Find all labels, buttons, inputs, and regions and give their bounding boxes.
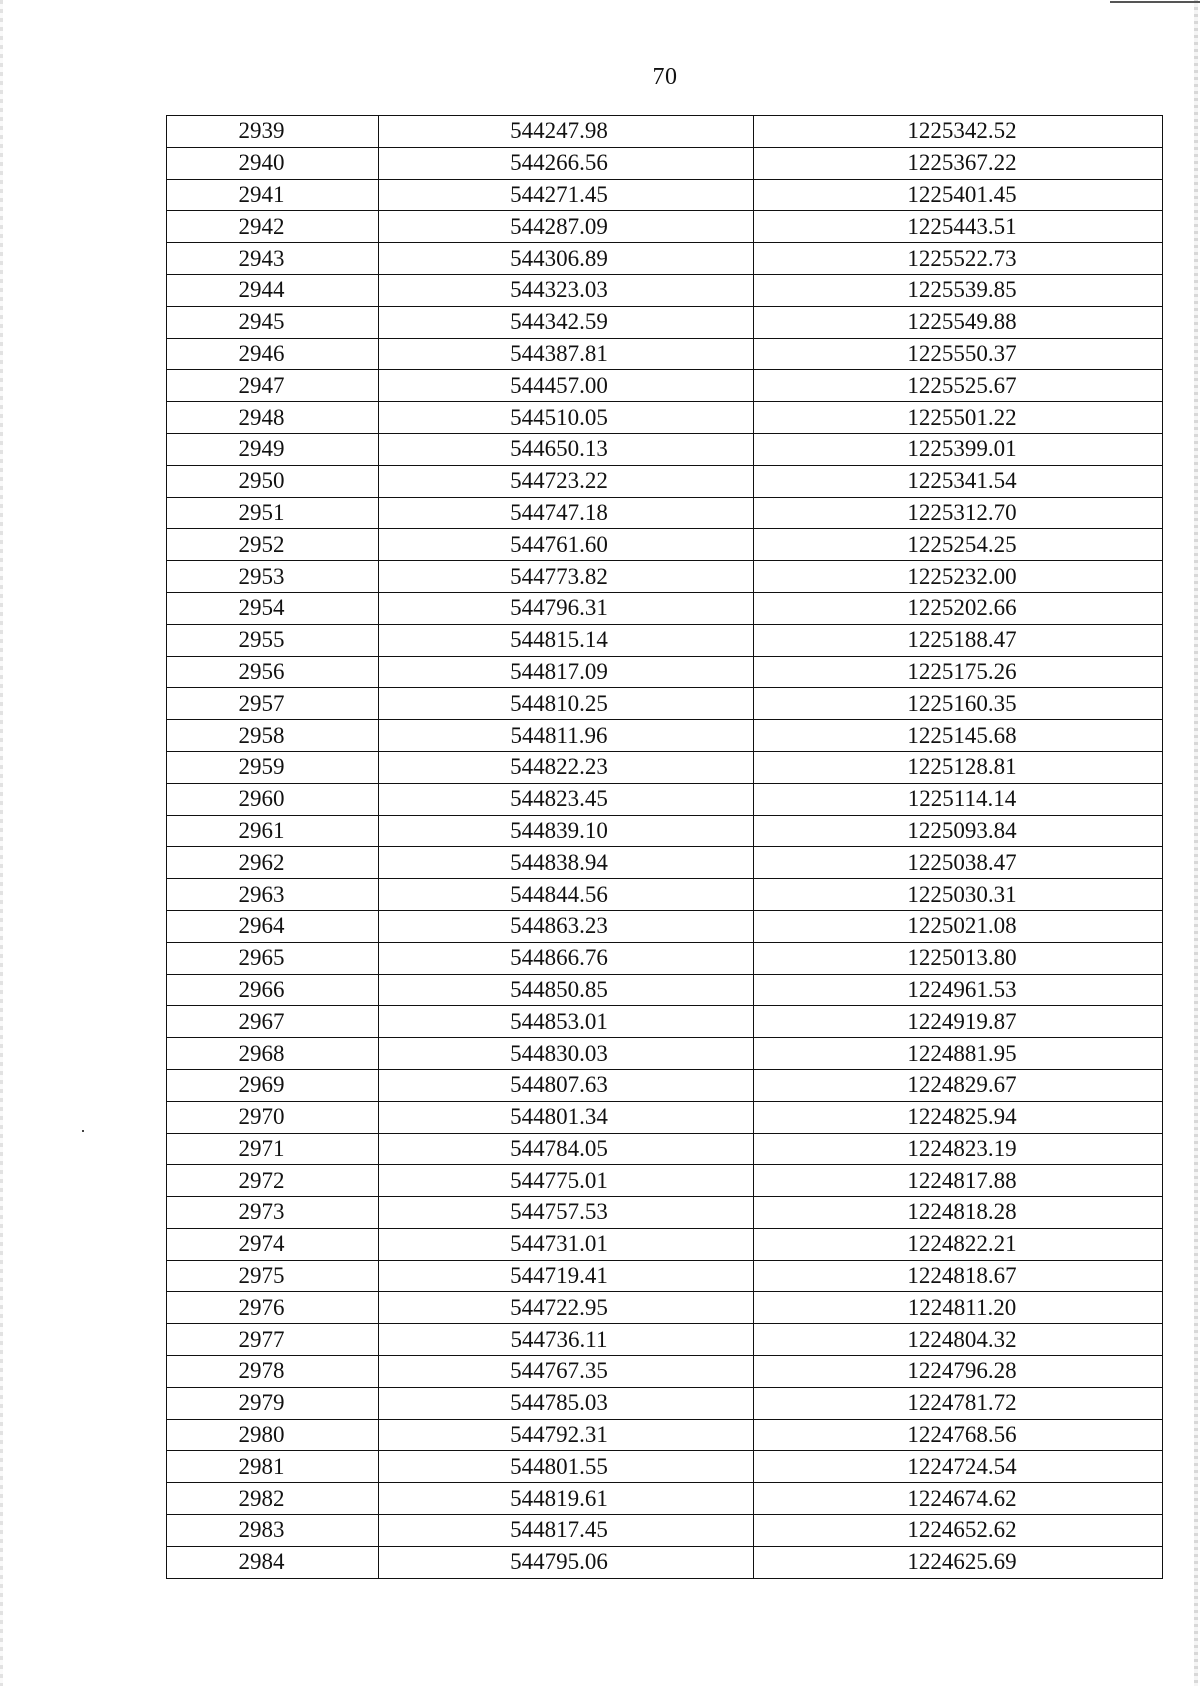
y-coordinate-cell: 1225160.35 xyxy=(754,688,1163,720)
table-row xyxy=(167,1515,1163,1547)
x-coordinate-cell: 544822.23 xyxy=(379,751,754,783)
y-coordinate-cell: 1224825.94 xyxy=(754,1101,1163,1133)
x-coordinate-cell: 544815.14 xyxy=(379,624,754,656)
y-coordinate-cell: 1224823.19 xyxy=(754,1133,1163,1165)
table-row xyxy=(167,561,1163,593)
y-coordinate-cell: 1225202.66 xyxy=(754,592,1163,624)
point-number-cell: 2965 xyxy=(167,942,379,974)
table-row xyxy=(167,1006,1163,1038)
table-row xyxy=(167,815,1163,847)
y-coordinate-cell: 1225401.45 xyxy=(754,179,1163,211)
scan-edge-left xyxy=(0,0,3,1686)
table-row xyxy=(167,529,1163,561)
y-coordinate-cell: 1225312.70 xyxy=(754,497,1163,529)
point-number-cell: 2955 xyxy=(167,624,379,656)
x-coordinate-cell: 544387.81 xyxy=(379,338,754,370)
x-coordinate-cell: 544817.45 xyxy=(379,1515,754,1547)
point-number-cell: 2952 xyxy=(167,529,379,561)
x-coordinate-cell: 544342.59 xyxy=(379,306,754,338)
x-coordinate-cell: 544736.11 xyxy=(379,1324,754,1356)
table-row xyxy=(167,1292,1163,1324)
table-row xyxy=(167,1228,1163,1260)
table-row xyxy=(167,688,1163,720)
point-number-cell: 2967 xyxy=(167,1006,379,1038)
x-coordinate-cell: 544650.13 xyxy=(379,433,754,465)
y-coordinate-cell: 1225522.73 xyxy=(754,243,1163,275)
point-number-cell: 2960 xyxy=(167,783,379,815)
point-number-cell: 2966 xyxy=(167,974,379,1006)
scan-edge-right xyxy=(1194,0,1198,1686)
table-row xyxy=(167,592,1163,624)
table-row xyxy=(167,1483,1163,1515)
point-number-cell: 2959 xyxy=(167,751,379,783)
x-coordinate-cell: 544839.10 xyxy=(379,815,754,847)
table-row xyxy=(167,624,1163,656)
x-coordinate-cell: 544510.05 xyxy=(379,402,754,434)
x-coordinate-cell: 544719.41 xyxy=(379,1260,754,1292)
point-number-cell: 2943 xyxy=(167,243,379,275)
x-coordinate-cell: 544792.31 xyxy=(379,1419,754,1451)
table-row xyxy=(167,465,1163,497)
table-row xyxy=(167,910,1163,942)
y-coordinate-cell: 1224652.62 xyxy=(754,1515,1163,1547)
y-coordinate-cell: 1224961.53 xyxy=(754,974,1163,1006)
x-coordinate-cell: 544247.98 xyxy=(379,116,754,148)
x-coordinate-cell: 544863.23 xyxy=(379,910,754,942)
point-number-cell: 2972 xyxy=(167,1165,379,1197)
x-coordinate-cell: 544801.34 xyxy=(379,1101,754,1133)
table-row xyxy=(167,1101,1163,1133)
point-number-cell: 2970 xyxy=(167,1101,379,1133)
point-number-cell: 2948 xyxy=(167,402,379,434)
point-number-cell: 2980 xyxy=(167,1419,379,1451)
point-number-cell: 2945 xyxy=(167,306,379,338)
x-coordinate-cell: 544785.03 xyxy=(379,1387,754,1419)
table-row xyxy=(167,338,1163,370)
x-coordinate-cell: 544807.63 xyxy=(379,1069,754,1101)
x-coordinate-cell: 544810.25 xyxy=(379,688,754,720)
table-row xyxy=(167,656,1163,688)
point-number-cell: 2961 xyxy=(167,815,379,847)
point-number-cell: 2981 xyxy=(167,1451,379,1483)
y-coordinate-cell: 1225038.47 xyxy=(754,847,1163,879)
x-coordinate-cell: 544844.56 xyxy=(379,879,754,911)
x-coordinate-cell: 544817.09 xyxy=(379,656,754,688)
y-coordinate-cell: 1225021.08 xyxy=(754,910,1163,942)
table-row xyxy=(167,1419,1163,1451)
table-row xyxy=(167,942,1163,974)
y-coordinate-cell: 1224818.28 xyxy=(754,1197,1163,1229)
y-coordinate-cell: 1224822.21 xyxy=(754,1228,1163,1260)
table-row xyxy=(167,433,1163,465)
table-row xyxy=(167,116,1163,148)
point-number-cell: 2951 xyxy=(167,497,379,529)
point-number-cell: 2953 xyxy=(167,561,379,593)
point-number-cell: 2982 xyxy=(167,1483,379,1515)
point-number-cell: 2939 xyxy=(167,116,379,148)
table-row xyxy=(167,720,1163,752)
scan-speck xyxy=(82,1130,84,1132)
x-coordinate-cell: 544747.18 xyxy=(379,497,754,529)
x-coordinate-cell: 544853.01 xyxy=(379,1006,754,1038)
point-number-cell: 2946 xyxy=(167,338,379,370)
point-number-cell: 2983 xyxy=(167,1515,379,1547)
table-row xyxy=(167,1165,1163,1197)
x-coordinate-cell: 544723.22 xyxy=(379,465,754,497)
x-coordinate-cell: 544811.96 xyxy=(379,720,754,752)
y-coordinate-cell: 1225188.47 xyxy=(754,624,1163,656)
point-number-cell: 2956 xyxy=(167,656,379,688)
point-number-cell: 2941 xyxy=(167,179,379,211)
y-coordinate-cell: 1224768.56 xyxy=(754,1419,1163,1451)
table-row xyxy=(167,1387,1163,1419)
point-number-cell: 2973 xyxy=(167,1197,379,1229)
x-coordinate-cell: 544830.03 xyxy=(379,1038,754,1070)
point-number-cell: 2978 xyxy=(167,1356,379,1388)
table-row xyxy=(167,179,1163,211)
point-number-cell: 2963 xyxy=(167,879,379,911)
point-number-cell: 2968 xyxy=(167,1038,379,1070)
x-coordinate-cell: 544761.60 xyxy=(379,529,754,561)
point-number-cell: 2975 xyxy=(167,1260,379,1292)
x-coordinate-cell: 544796.31 xyxy=(379,592,754,624)
y-coordinate-cell: 1224811.20 xyxy=(754,1292,1163,1324)
table-row xyxy=(167,879,1163,911)
coordinate-table xyxy=(166,115,1163,1579)
table-row xyxy=(167,1038,1163,1070)
y-coordinate-cell: 1225443.51 xyxy=(754,211,1163,243)
point-number-cell: 2947 xyxy=(167,370,379,402)
table-row xyxy=(167,1069,1163,1101)
point-number-cell: 2958 xyxy=(167,720,379,752)
point-number-cell: 2944 xyxy=(167,274,379,306)
y-coordinate-cell: 1225093.84 xyxy=(754,815,1163,847)
table-row xyxy=(167,783,1163,815)
point-number-cell: 2979 xyxy=(167,1387,379,1419)
coordinate-table-body xyxy=(167,116,1163,1579)
y-coordinate-cell: 1224817.88 xyxy=(754,1165,1163,1197)
y-coordinate-cell: 1224625.69 xyxy=(754,1546,1163,1578)
point-number-cell: 2976 xyxy=(167,1292,379,1324)
x-coordinate-cell: 544757.53 xyxy=(379,1197,754,1229)
x-coordinate-cell: 544306.89 xyxy=(379,243,754,275)
table-row xyxy=(167,751,1163,783)
x-coordinate-cell: 544773.82 xyxy=(379,561,754,593)
table-row xyxy=(167,274,1163,306)
table-row xyxy=(167,370,1163,402)
y-coordinate-cell: 1225254.25 xyxy=(754,529,1163,561)
point-number-cell: 2969 xyxy=(167,1069,379,1101)
point-number-cell: 2942 xyxy=(167,211,379,243)
point-number-cell: 2950 xyxy=(167,465,379,497)
page-number: 70 xyxy=(652,64,678,90)
point-number-cell: 2964 xyxy=(167,910,379,942)
x-coordinate-cell: 544866.76 xyxy=(379,942,754,974)
y-coordinate-cell: 1224724.54 xyxy=(754,1451,1163,1483)
y-coordinate-cell: 1225399.01 xyxy=(754,433,1163,465)
y-coordinate-cell: 1224804.32 xyxy=(754,1324,1163,1356)
y-coordinate-cell: 1224881.95 xyxy=(754,1038,1163,1070)
x-coordinate-cell: 544722.95 xyxy=(379,1292,754,1324)
table-row xyxy=(167,1260,1163,1292)
point-number-cell: 2962 xyxy=(167,847,379,879)
y-coordinate-cell: 1225501.22 xyxy=(754,402,1163,434)
y-coordinate-cell: 1225128.81 xyxy=(754,751,1163,783)
y-coordinate-cell: 1224818.67 xyxy=(754,1260,1163,1292)
x-coordinate-cell: 544731.01 xyxy=(379,1228,754,1260)
table-row xyxy=(167,1546,1163,1578)
x-coordinate-cell: 544457.00 xyxy=(379,370,754,402)
x-coordinate-cell: 544323.03 xyxy=(379,274,754,306)
table-row xyxy=(167,1324,1163,1356)
y-coordinate-cell: 1225232.00 xyxy=(754,561,1163,593)
y-coordinate-cell: 1225549.88 xyxy=(754,306,1163,338)
table-row xyxy=(167,1356,1163,1388)
y-coordinate-cell: 1225525.67 xyxy=(754,370,1163,402)
y-coordinate-cell: 1225145.68 xyxy=(754,720,1163,752)
table-row xyxy=(167,1133,1163,1165)
point-number-cell: 2940 xyxy=(167,147,379,179)
y-coordinate-cell: 1225341.54 xyxy=(754,465,1163,497)
x-coordinate-cell: 544767.35 xyxy=(379,1356,754,1388)
y-coordinate-cell: 1225367.22 xyxy=(754,147,1163,179)
y-coordinate-cell: 1225175.26 xyxy=(754,656,1163,688)
y-coordinate-cell: 1225342.52 xyxy=(754,116,1163,148)
x-coordinate-cell: 544823.45 xyxy=(379,783,754,815)
x-coordinate-cell: 544819.61 xyxy=(379,1483,754,1515)
x-coordinate-cell: 544266.56 xyxy=(379,147,754,179)
y-coordinate-cell: 1224919.87 xyxy=(754,1006,1163,1038)
y-coordinate-cell: 1224781.72 xyxy=(754,1387,1163,1419)
y-coordinate-cell: 1225013.80 xyxy=(754,942,1163,974)
table-row xyxy=(167,243,1163,275)
table-row xyxy=(167,1451,1163,1483)
y-coordinate-cell: 1224829.67 xyxy=(754,1069,1163,1101)
y-coordinate-cell: 1225550.37 xyxy=(754,338,1163,370)
point-number-cell: 2977 xyxy=(167,1324,379,1356)
x-coordinate-cell: 544850.85 xyxy=(379,974,754,1006)
point-number-cell: 2971 xyxy=(167,1133,379,1165)
top-rule xyxy=(1110,1,1200,3)
table-row xyxy=(167,497,1163,529)
point-number-cell: 2957 xyxy=(167,688,379,720)
y-coordinate-cell: 1224796.28 xyxy=(754,1356,1163,1388)
table-row xyxy=(167,147,1163,179)
point-number-cell: 2974 xyxy=(167,1228,379,1260)
y-coordinate-cell: 1225114.14 xyxy=(754,783,1163,815)
x-coordinate-cell: 544784.05 xyxy=(379,1133,754,1165)
x-coordinate-cell: 544287.09 xyxy=(379,211,754,243)
x-coordinate-cell: 544795.06 xyxy=(379,1546,754,1578)
x-coordinate-cell: 544838.94 xyxy=(379,847,754,879)
point-number-cell: 2949 xyxy=(167,433,379,465)
point-number-cell: 2954 xyxy=(167,592,379,624)
point-number-cell: 2984 xyxy=(167,1546,379,1578)
y-coordinate-cell: 1224674.62 xyxy=(754,1483,1163,1515)
table-row xyxy=(167,211,1163,243)
x-coordinate-cell: 544775.01 xyxy=(379,1165,754,1197)
table-row xyxy=(167,402,1163,434)
y-coordinate-cell: 1225539.85 xyxy=(754,274,1163,306)
x-coordinate-cell: 544271.45 xyxy=(379,179,754,211)
y-coordinate-cell: 1225030.31 xyxy=(754,879,1163,911)
table-row xyxy=(167,1197,1163,1229)
table-row xyxy=(167,974,1163,1006)
table-row xyxy=(167,306,1163,338)
x-coordinate-cell: 544801.55 xyxy=(379,1451,754,1483)
table-row xyxy=(167,847,1163,879)
